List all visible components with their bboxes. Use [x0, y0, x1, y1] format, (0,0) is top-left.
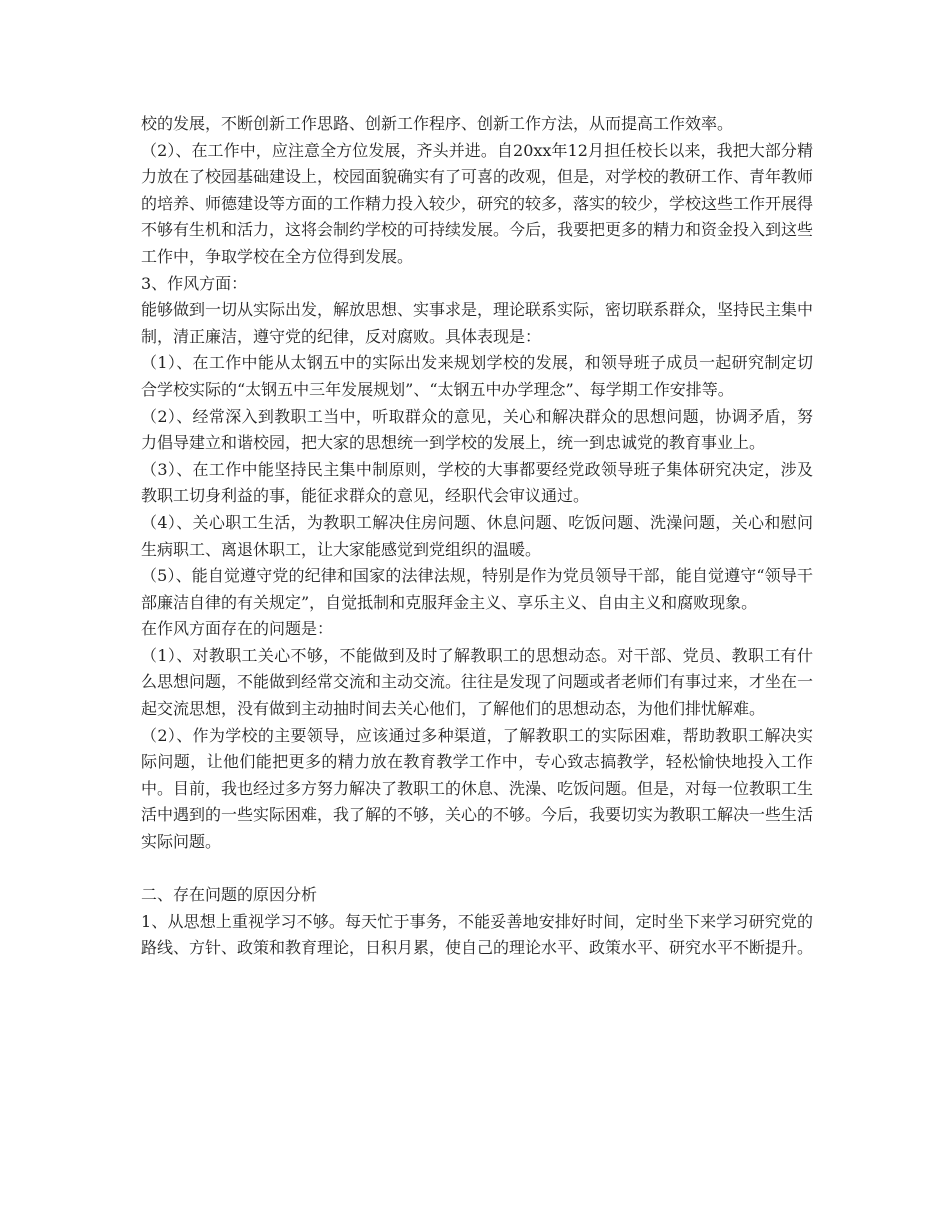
- paragraph-work-style-item-2: （2）、经常深入到教职工当中，听取群众的意见，关心和解决群众的思想问题，协调矛盾，努力倡导建立和谐校园，把大家的思想统一到学校的发展上，统一到忠诚党的教育事业上。: [141, 406, 813, 453]
- paragraph-work-style-item-4: （4）、关心职工生活，为教职工解决住房问题、休息问题、吃饭问题、洗澡问题，关心和慰问生病职工、离退休职工，让大家能感觉到党组织的温暖。: [141, 512, 813, 559]
- blank-line: [141, 856, 813, 883]
- section-heading-cause-analysis: 二、存在问题的原因分析: [141, 885, 318, 905]
- paragraph-problem-item-1: （1）、对教职工关心不够，不能做到及时了解教职工的思想动态。对干部、党员、教职工有什么思想问题，不能做到经常交流和主动交流。往往是发现了问题或者老师们有事过来，才坐在一起交流思想，没有做到主动抽时间去关心他们，了解他们的思想动态，为他们排忧解难。: [141, 645, 814, 719]
- paragraph-work-style-problems-heading: 在作风方面存在的问题是：: [141, 619, 334, 639]
- paragraph-school-development-tail: 校的发展，不断创新工作思路、创新工作程序、创新工作方法，从而提高工作效率。: [141, 114, 734, 133]
- paragraph-cause-item-1: 1、从思想上重视学习不够。每天忙于事务，不能妥善地安排好时间，定时坐下来学习研究党的路线、方针、政策和教育理论，日积月累，使自己的理论水平、政策水平、研究水平不断提升。: [141, 911, 814, 958]
- paragraph-problem-item-2: （2）、作为学校的主要领导，应该通过多种渠道，了解教职工的实际困难，帮助教职工解决实际问题，让他们能把更多的精力放在教育教学工作中，专心致志搞教学，轻松愉快地投入工作中。目前，我也经过多方努力解决了教职工的休息、洗澡、吃饭问题。但是，对每一位教职工生活中遇到的一些实际困难，我了解的不够，关心的不够。今后，我要切实为教职工解决一些生活实际问题。: [141, 725, 814, 852]
- document-page: [141, 111, 813, 962]
- section-heading-work-style: 3、作风方面：: [141, 273, 248, 293]
- paragraph-work-style-item-5: （5）、能自觉遵守党的纪律和国家的法律法规，特别是作为党员领导干部，能自觉遵守“领导干部廉洁自律的有关规定”，自觉抵制和克服拜金主义、享乐主义、自由主义和腐败现象。: [141, 566, 813, 612]
- paragraph-work-style-item-3: （3）、在工作中能坚持民主集中制原则，学校的大事都要经党政领导班子集体研究决定，涉及教职工切身利益的事，能征求群众的意见，经职代会审议通过。: [141, 459, 813, 506]
- paragraph-work-style-intro: 能够做到一切从实际出发，解放思想、实事求是，理论联系实际，密切联系群众，坚持民主集中制，清正廉洁，遵守党的纪律，反对腐败。具体表现是：: [141, 300, 814, 346]
- paragraph-item-2-comprehensive-development: （2）、在工作中，应注意全方位发展，齐头并进。自20xx年12月担任校长以来，我把大部分精力放在了校园基础建设上，校园面貌确实有了可喜的改观，但是，对学校的教研工作、青年教师的培养、师德建设等方面的工作精力投入较少，研究的较多，落实的较少，学校这些工作开展得不够有生机和活力，这将会制约学校的可持续发展。今后，我要把更多的精力和资金投入到这些工作中，争取学校在全方位得到发展。: [141, 140, 814, 266]
- paragraph-work-style-item-1: （1）、在工作中能从太钢五中的实际出发来规划学校的发展，和领导班子成员一起研究制定切合学校实际的“太钢五中三年发展规划”、“太钢五中办学理念”、每学期工作安排等。: [141, 353, 813, 399]
